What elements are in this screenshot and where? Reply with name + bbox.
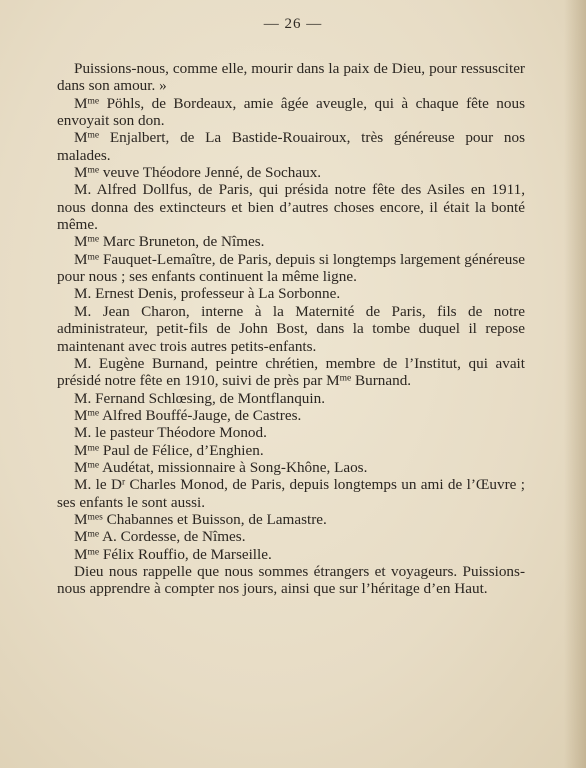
paragraph-text: Enjalbert, de La Bastide-Rouairoux, très généreuse pour nos malades. (57, 129, 525, 164)
superscript-abbrev: me (87, 96, 100, 107)
paragraph-text: M (74, 233, 88, 251)
paragraph-text: M (74, 528, 88, 546)
paragraph-text: Fauquet-Lemaître, de Paris, depuis si longtemps largement généreuse pour nous ; ses enfants continuent la même ligne. (57, 250, 525, 286)
superscript-abbrev: me (87, 252, 100, 263)
paragraph-text: M (74, 129, 88, 147)
paragraph (57, 303, 525, 355)
paragraph-text: Marc Bruneton, de Nîmes. (99, 233, 265, 251)
paragraph (57, 563, 525, 598)
paragraph-text: M (74, 510, 88, 528)
paragraph-text: Pöhls, de Bordeaux, amie âgée aveugle, qui à chaque fête nous envoyait son don. (57, 94, 525, 130)
paragraph-text: Paul de Félice, d’Enghien. (99, 441, 264, 459)
page-body-text (57, 60, 525, 598)
paragraph (57, 442, 525, 459)
paragraph (57, 233, 525, 250)
paragraph-text: Chabannes et Buisson, de Lamastre. (102, 510, 327, 528)
paragraph (57, 95, 525, 130)
paragraph-text: M. Eugène Burnand, peintre chrétien, membre de l’Institut, qui avait présidé notre fête en 1910, suivi de près par M (57, 354, 525, 390)
page-number: — 26 — (263, 16, 323, 32)
superscript-abbrev: r (121, 477, 126, 488)
paragraph (57, 511, 525, 528)
paragraph-text: M (74, 250, 88, 268)
paragraph-text: Puissions-nous, comme elle, mourir dans la paix de Dieu, pour ressusciter dans son amour. » (57, 60, 525, 95)
paragraph (57, 355, 525, 390)
paragraph (57, 60, 525, 95)
superscript-abbrev: me (87, 530, 100, 541)
paragraph (57, 424, 525, 441)
paragraph (57, 459, 525, 476)
paragraph-text: Alfred Bouffé-Jauge, de Castres. (99, 406, 302, 424)
superscript-abbrev: mes (87, 512, 103, 523)
page-edge-shadow (564, 0, 586, 768)
paragraph-text: Dieu nous rappelle que nous sommes étrangers et voyageurs. Puissions-nous apprendre à compter nos jours, ainsi que sur l’héritage d’en Haut. (57, 562, 525, 598)
paragraph-text: M (74, 164, 88, 182)
paragraph-text: M (74, 458, 88, 476)
paragraph-text: M (74, 441, 88, 459)
superscript-abbrev: me (87, 443, 100, 454)
superscript-abbrev: me (87, 408, 100, 419)
paragraph-text: M (74, 545, 88, 563)
superscript-abbrev: me (87, 235, 100, 246)
paragraph (57, 181, 525, 233)
paragraph-text: Audétat, missionnaire à Song-Khône, Laos. (99, 458, 368, 476)
paragraph (57, 476, 525, 511)
superscript-abbrev: me (87, 165, 100, 176)
superscript-abbrev: me (87, 460, 100, 471)
paragraph (57, 164, 525, 181)
paragraph-text: M (74, 406, 88, 424)
paragraph-text: A. Cordesse, de Nîmes. (99, 528, 246, 546)
superscript-abbrev: me (339, 373, 352, 384)
superscript-abbrev: me (87, 547, 100, 558)
paragraph-text: M. Ernest Denis, professeur à La Sorbonne. (74, 285, 341, 303)
paragraph (57, 546, 525, 563)
paragraph (57, 129, 525, 164)
paragraph-text: Félix Rouffio, de Marseille. (99, 545, 272, 563)
paragraph-text: M. Fernand Schlœsing, de Montflanquin. (74, 389, 325, 407)
paragraph-text: M (74, 94, 88, 112)
paragraph (57, 390, 525, 407)
superscript-abbrev: me (87, 131, 100, 142)
paragraph-text: M. le D (74, 476, 122, 494)
paragraph-text: M. Jean Charon, interne à la Maternité de Paris, fils de notre administrateur, petit-fils de John Bost, dans la tombe duquel il repose maintenant avec trois autres petits-enfants. (57, 302, 525, 355)
paragraph (57, 407, 525, 424)
paragraph-text: M. Alfred Dollfus, de Paris, qui présida notre fête des Asiles en 1911, nous donna des extincteurs et bien d’autres choses encore, il était la bonté même. (57, 181, 525, 234)
paragraph (57, 285, 525, 302)
paragraph (57, 251, 525, 286)
paragraph-text: Charles Monod, de Paris, depuis longtemps un ami de l’Œuvre ; ses enfants le sont aussi. (57, 476, 525, 511)
paragraph-text: M. le pasteur Théodore Monod. (74, 424, 267, 442)
paragraph-text: Burnand. (351, 372, 412, 390)
paragraph-text: veuve Théodore Jenné, de Sochaux. (99, 164, 322, 182)
paragraph (57, 528, 525, 545)
